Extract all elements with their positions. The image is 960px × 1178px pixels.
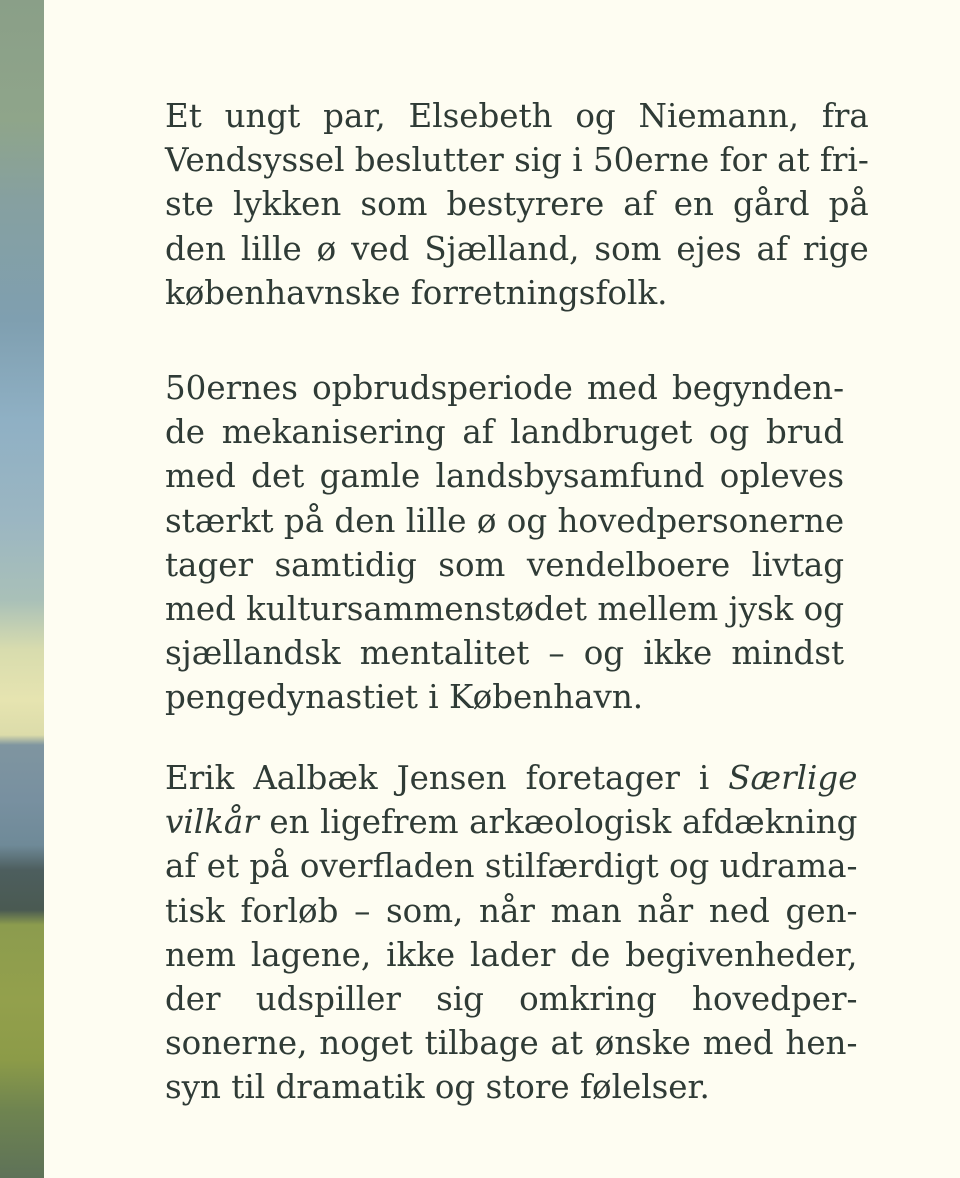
book-title-italic: vilkår [165,803,259,842]
text-line: sjællandsk mentalitet – og ikke mindst [165,634,845,673]
text-line: af et på overfladen stilfærdigt og udrama- [165,847,858,886]
text-line: tager samtidig som vendelboere livtag [165,545,845,584]
text-line: Vendsyssel beslutter sig i 50erne for at fri- [165,141,869,180]
paragraph-2 [165,366,844,720]
text-line: sonerne, noget tilbage at ønske med hen- [165,1024,858,1063]
text-line: 50ernes opbrudsperiode med begynden- [165,369,845,407]
text-line: med kultursammenstødet mellem jysk og [165,590,845,629]
text-line: ste lykken som bestyrere af en gård på [165,185,869,224]
book-title-italic: Særlige [728,759,858,797]
text-line: syn til dramatik og store følelser. [165,1068,710,1107]
text-line [165,800,857,844]
text-line: nem lagene, ikke lader de begivenheder, [165,935,858,974]
paragraph-3 [165,756,857,1110]
paragraph-1 [165,94,869,315]
text-line: den lille ø ved Sjælland, som ejes af rige [165,229,869,268]
text-run: Erik Aalbæk Jensen foretager i [165,759,729,797]
text-line: der udspiller sig omkring hovedper- [165,980,858,1019]
text-line: stærkt på den lille ø og hovedpersonerne [165,501,845,540]
text-run: en ligefrem arkæologisk afdækning [258,803,858,842]
text-line: tisk forløb – som, når man når ned gen- [165,891,858,930]
text-line: københavnske forretningsfolk. [165,273,668,312]
text-line: pengedynastiet i København. [165,678,644,717]
cover-painting-edge [0,0,44,1178]
text-line [165,756,857,800]
text-line: med det gamle landsbysamfund opleves [165,457,845,496]
text-line: Et ungt par, Elsebeth og Niemann, fra [165,97,869,135]
text-line: de mekanisering af landbruget og brud [165,413,845,452]
